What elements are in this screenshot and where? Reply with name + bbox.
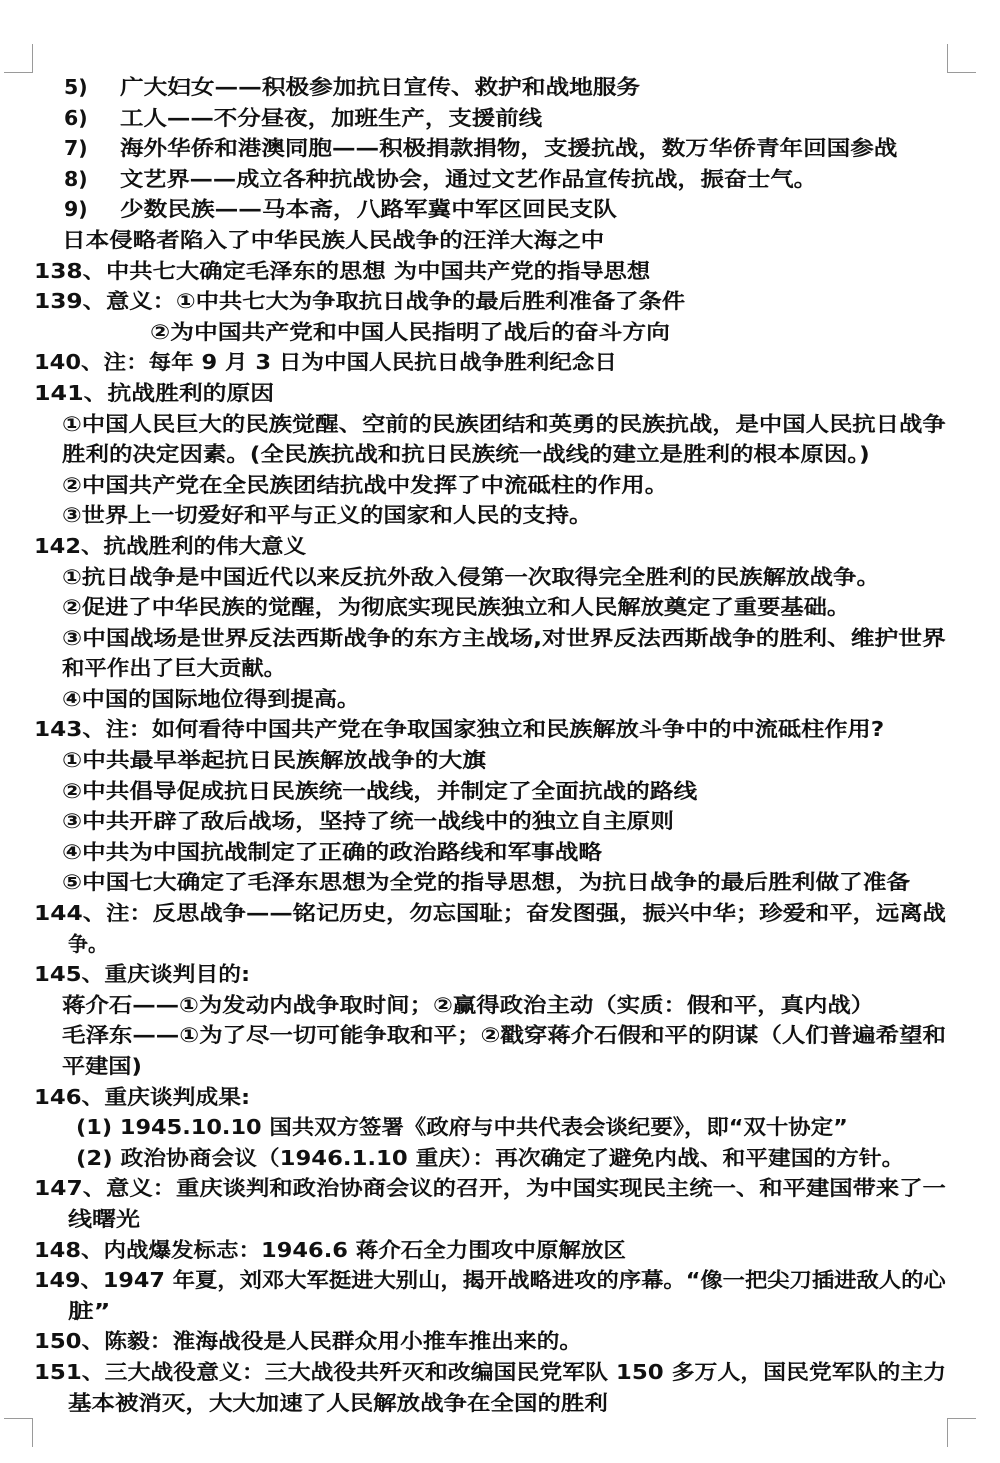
text-line: [0, 867, 1000, 898]
text-line: [0, 500, 1000, 531]
text-line: [0, 745, 1000, 776]
line-text: (1) 1945.10.10 国共双方签署《政府与中共代表会谈纪要》，即“双十协定”: [76, 1115, 848, 1140]
text-line: [0, 929, 1000, 960]
line-text: ②促进了中华民族的觉醒，为彻底实现民族独立和人民解放奠定了重要基础。: [62, 595, 851, 620]
line-text: 平建国): [62, 1054, 143, 1078]
text-line: [0, 959, 1000, 990]
line-text: ①抗日战争是中国近代以来反抗外敌入侵第一次取得完全胜利的民族解放战争。: [62, 564, 880, 589]
line-text: 线曙光: [68, 1206, 141, 1231]
text-line: [0, 256, 1000, 287]
document-body: [0, 72, 1000, 1418]
text-line: [0, 439, 1000, 470]
line-text: 胜利的决定因素。(全民族抗战和抗日民族统一战线的建立是胜利的根本原因。): [62, 442, 870, 467]
line-text: 少数民族——马本斋，八路军冀中军区回民支队: [120, 197, 617, 222]
text-line: [0, 898, 1000, 929]
line-text: 141、抗战胜利的原因: [34, 380, 275, 405]
text-line: [0, 225, 1000, 256]
text-line: [0, 194, 1000, 225]
line-text: 145、重庆谈判目的:: [34, 962, 251, 987]
line-text: 139、意义：①中共七大为争取抗日战争的最后胜利准备了条件: [34, 289, 686, 314]
text-line: [0, 653, 1000, 684]
line-text: ③中共开辟了敌后战场，坚持了统一战线中的独立自主原则: [62, 809, 674, 834]
text-line: [0, 531, 1000, 562]
line-text: 146、重庆谈判成果:: [34, 1084, 251, 1109]
line-text: 广大妇女——积极参加抗日宣传、救护和战地服务: [120, 75, 641, 99]
text-line: [0, 684, 1000, 715]
item-number: 6): [64, 105, 88, 130]
line-text: 140、注：每年 9 月 3 日为中国人民抗日战争胜利纪念日: [34, 350, 617, 375]
text-line: [0, 1235, 1000, 1266]
text-line: [0, 776, 1000, 807]
line-text: ④中共为中国抗战制定了正确的政治路线和军事战略: [62, 839, 603, 864]
item-number: 7): [64, 136, 88, 161]
text-line: [0, 164, 1000, 195]
line-text: ①中共最早举起抗日民族解放战争的大旗: [62, 748, 487, 773]
text-line: [0, 286, 1000, 317]
text-line: [0, 1204, 1000, 1235]
line-text: ⑤中国七大确定了毛泽东思想为全党的指导思想，为抗日战争的最后胜利做了准备: [62, 870, 911, 895]
text-line: [0, 562, 1000, 593]
text-line: [0, 1143, 1000, 1174]
item-number: 9): [64, 197, 88, 222]
text-line: [0, 1082, 1000, 1113]
text-line: [0, 103, 1000, 134]
text-line: [0, 1296, 1000, 1327]
text-line: [0, 1388, 1000, 1419]
text-line: [0, 623, 1000, 654]
line-text: 147、意义：重庆谈判和政治协商会议的召开，为中国实现民主统一、和平建国带来了一: [34, 1176, 946, 1201]
line-text: ③中国战场是世界反法西斯战争的东方主战场,对世界反法西斯战争的胜利、维护世界: [62, 625, 946, 650]
text-line: [0, 592, 1000, 623]
line-text: 工人——不分昼夜，加班生产，支援前线: [120, 105, 543, 130]
text-line: [0, 347, 1000, 378]
line-text: 蒋介石——①为发动内战争取时间；②赢得政治主动（实质：假和平，真内战）: [62, 992, 875, 1017]
line-text: 毛泽东——①为了尽一切可能争取和平；②戳穿蒋介石假和平的阴谋（人们普遍希望和: [62, 1023, 946, 1048]
crop-mark-top-left: [4, 44, 33, 73]
crop-mark-bottom-left: [4, 1418, 33, 1447]
line-text: 143、注：如何看待中国共产党在争取国家独立和民族解放斗争中的中流砥柱作用?: [34, 717, 885, 742]
text-line: [0, 470, 1000, 501]
text-line: [0, 1357, 1000, 1388]
text-line: [0, 714, 1000, 745]
line-text: 海外华侨和港澳同胞——积极捐款捐物，支援抗战，数万华侨青年回国参战: [120, 136, 898, 161]
line-text: 149、1947 年夏，刘邓大军挺进大别山，揭开战略进攻的序幕。“像一把尖刀插进敌人的心: [34, 1268, 946, 1293]
text-line: [0, 1051, 1000, 1082]
text-line: [0, 806, 1000, 837]
text-line: [0, 1173, 1000, 1204]
text-line: [0, 409, 1000, 440]
text-line: [0, 317, 1000, 348]
text-line: [0, 72, 1000, 103]
line-text: 文艺界——成立各种抗战协会，通过文艺作品宣传抗战，振奋士气。: [120, 166, 817, 191]
line-text: 148、内战爆发标志：1946.6 蒋介石全力围攻中原解放区: [34, 1237, 626, 1262]
line-text: ②中国共产党在全民族团结抗战中发挥了中流砥柱的作用。: [62, 472, 669, 497]
crop-mark-bottom-right: [947, 1418, 976, 1447]
text-line: [0, 378, 1000, 409]
line-text: 脏”: [68, 1298, 111, 1323]
line-text: 日本侵略者陷入了中华民族人民战争的汪洋大海之中: [62, 227, 605, 252]
crop-mark-top-right: [947, 44, 976, 73]
text-line: [0, 990, 1000, 1021]
line-text: 138、中共七大确定毛泽东的思想 为中国共产党的指导思想: [34, 258, 651, 283]
text-line: [0, 837, 1000, 868]
line-text: ②为中国共产党和中国人民指明了战后的奋斗方向: [150, 319, 670, 344]
line-text: 142、抗战胜利的伟大意义: [34, 533, 307, 558]
line-text: 基本被消灭，大大加速了人民解放战争在全国的胜利: [68, 1390, 608, 1415]
line-text: (2) 政治协商会议（1946.1.10 重庆）：再次确定了避免内战、和平建国的方针。: [76, 1145, 905, 1170]
line-text: 和平作出了巨大贡献。: [62, 656, 287, 681]
item-number: 8): [64, 166, 88, 191]
item-number: 5): [64, 75, 88, 99]
text-line: [0, 133, 1000, 164]
line-text: 144、注：反思战争——铭记历史，勿忘国耻；奋发图强，振兴中华；珍爱和平，远离战: [34, 901, 946, 926]
text-line: [0, 1326, 1000, 1357]
text-line: [0, 1265, 1000, 1296]
line-text: ④中国的国际地位得到提高。: [62, 686, 361, 711]
line-text: 151、三大战役意义：三大战役共歼灭和改编国民党军队 150 多万人，国民党军队的主力: [34, 1359, 947, 1384]
line-text: ②中共倡导促成抗日民族统一战线，并制定了全面抗战的路线: [62, 778, 698, 803]
line-text: ③世界上一切爱好和平与正义的国家和人民的支持。: [62, 503, 593, 528]
text-line: [0, 1112, 1000, 1143]
line-text: 争。: [68, 931, 109, 956]
line-text: 150、陈毅：淮海战役是人民群众用小推车推出来的。: [34, 1329, 583, 1354]
line-text: ①中国人民巨大的民族觉醒、空前的民族团结和英勇的民族抗战，是中国人民抗日战争: [62, 411, 946, 436]
text-line: [0, 1020, 1000, 1051]
